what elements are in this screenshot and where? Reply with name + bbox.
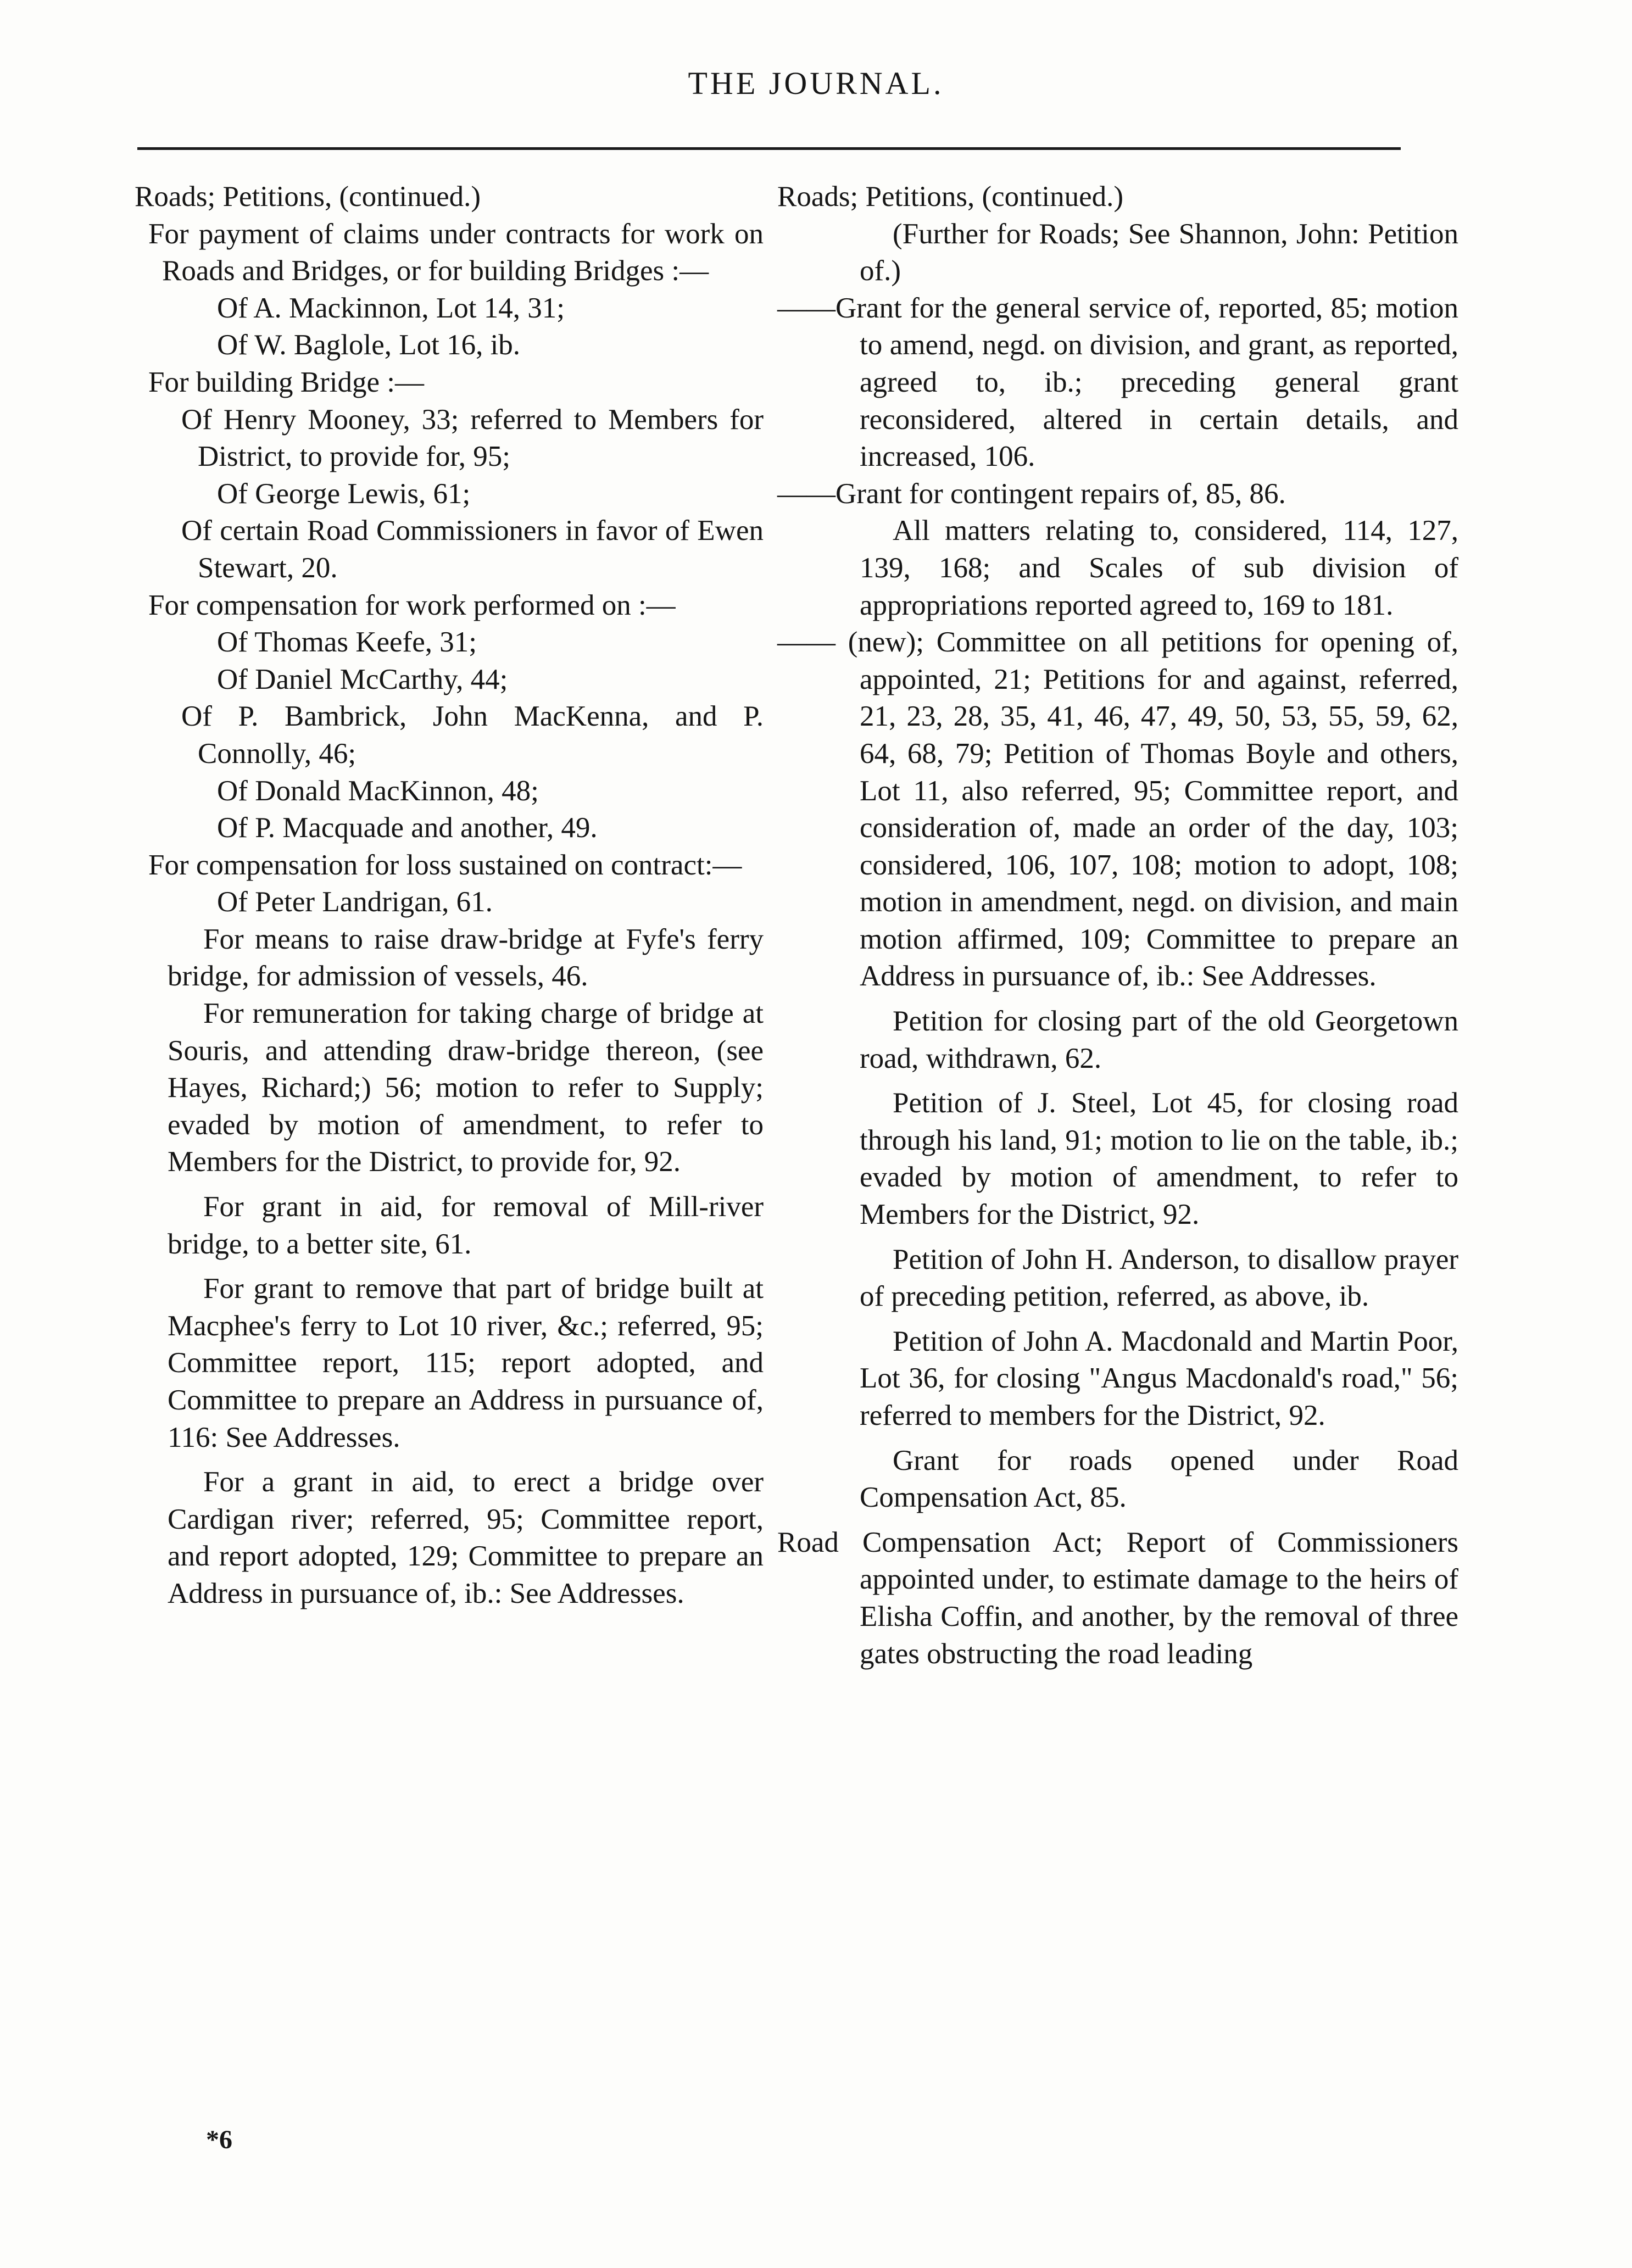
entry: ——Grant for contingent repairs of, 85, 86.	[777, 477, 1286, 510]
entry: For a grant in aid, to erect a bridge over Cardigan river; referred, 95; Committee report, and report adopted, 129; Committee to prepare an Address in pursuance of, ib.: See Addresses.	[168, 1466, 764, 1609]
entry: Of P. Macquade and another, 49.	[217, 812, 598, 844]
header-rule	[137, 147, 1401, 150]
entry: For grant to remove that part of bridge built at Macphee's ferry to Lot 10 river, &c.; referred, 95; Committee report, 115; report adopted, and Committee to prepare an Address in pursuance of, 116: See Addresses.	[168, 1273, 764, 1453]
entry: For grant in aid, for removal of Mill-river bridge, to a better site, 61.	[168, 1191, 764, 1260]
entry: For compensation for work performed on :—	[148, 589, 676, 621]
running-head: THE JOURNAL.	[688, 65, 944, 101]
entry: Petition for closing part of the old Georgetown road, withdrawn, 62.	[860, 1005, 1458, 1074]
left-column	[135, 179, 764, 1613]
entry: Of W. Baglole, Lot 16, ib.	[217, 329, 521, 361]
entry: For remuneration for taking charge of bridge at Souris, and attending draw-bridge thereon, (see Hayes, Richard;) 56; motion to refer to Supply; evaded by motion of amendment, to refer to Members for the District, to provide for, 92.	[168, 998, 764, 1178]
entry: Of George Lewis, 61;	[217, 477, 471, 510]
entry: For payment of claims under contracts for work on Roads and Bridges, or for building Bridges :—	[148, 218, 764, 287]
entry: Of Donald MacKinnon, 48;	[217, 774, 539, 807]
entry: Of A. Mackinnon, Lot 14, 31;	[217, 292, 565, 324]
entry: Of certain Road Commissioners in favor of Ewen Stewart, 20.	[181, 515, 764, 584]
entry: Of Peter Landrigan, 61.	[217, 886, 493, 918]
entry: Of Henry Mooney, 33; referred to Members for District, to provide for, 95;	[181, 403, 764, 473]
entry: Petition of John H. Anderson, to disallow prayer of preceding petition, referred, as above, ib.	[860, 1243, 1458, 1313]
entry: For building Bridge :—	[148, 366, 425, 398]
entry: ——Grant for the general service of, reported, 85; motion to amend, negd. on division, and grant, as reported, agreed to, ib.; preceding general grant reconsidered, altered in certain details, and increased, 106.	[777, 292, 1458, 473]
entry: Of Thomas Keefe, 31;	[217, 626, 477, 659]
entry: Petition of J. Steel, Lot 45, for closing road through his land, 91; motion to lie on the table, ib.; evaded by motion of amendment, to refer to Members for the District, 92.	[860, 1087, 1458, 1231]
entry: Roads; Petitions, (continued.)	[135, 181, 481, 213]
entry: Petition of John A. Macdonald and Martin Poor, Lot 36, for closing "Angus Macdonald's road," 56; referred to members for the District, 92.	[860, 1325, 1458, 1431]
entry: All matters relating to, considered, 114, 127, 139, 168; and Scales of sub division of appropriations reported agreed to, 169 to 181.	[860, 515, 1458, 621]
entry: —— (new); Committee on all petitions for opening of, appointed, 21; Petitions for and against, referred, 21, 23, 28, 35, 41, 46, 47, 49, 50, 53, 55, 59, 62, 64, 68, 79; Petition of Thomas Boyle and others, Lot 11, also referred, 95; Committee report, and consideration of, made an order of the day, 103; considered, 106, 107, 108; motion to adopt, 108; motion in amendment, negd. on division, and main motion affirmed, 109; Committee to prepare an Address in pursuance of, ib.: See Addresses.	[777, 626, 1458, 993]
entry: For means to raise draw-bridge at Fyfe's ferry bridge, for admission of vessels, 46.	[168, 923, 764, 993]
entry: Of P. Bambrick, John MacKenna, and P. Connolly, 46;	[181, 700, 764, 770]
entry: Roads; Petitions, (continued.)	[777, 181, 1124, 213]
page-folio: *6	[206, 2125, 232, 2154]
entry: Of Daniel McCarthy, 44;	[217, 663, 508, 695]
right-column	[777, 179, 1458, 1673]
entry: For compensation for loss sustained on contract:—	[148, 849, 742, 881]
entry: Grant for roads opened under Road Compensation Act, 85.	[860, 1444, 1458, 1514]
entry: (Further for Roads; See Shannon, John: Petition of.)	[860, 218, 1458, 287]
entry: Road Compensation Act; Report of Commissioners appointed under, to estimate damage to the heirs of Elisha Coffin, and another, by the removal of three gates obstructing the road leading	[777, 1526, 1458, 1670]
